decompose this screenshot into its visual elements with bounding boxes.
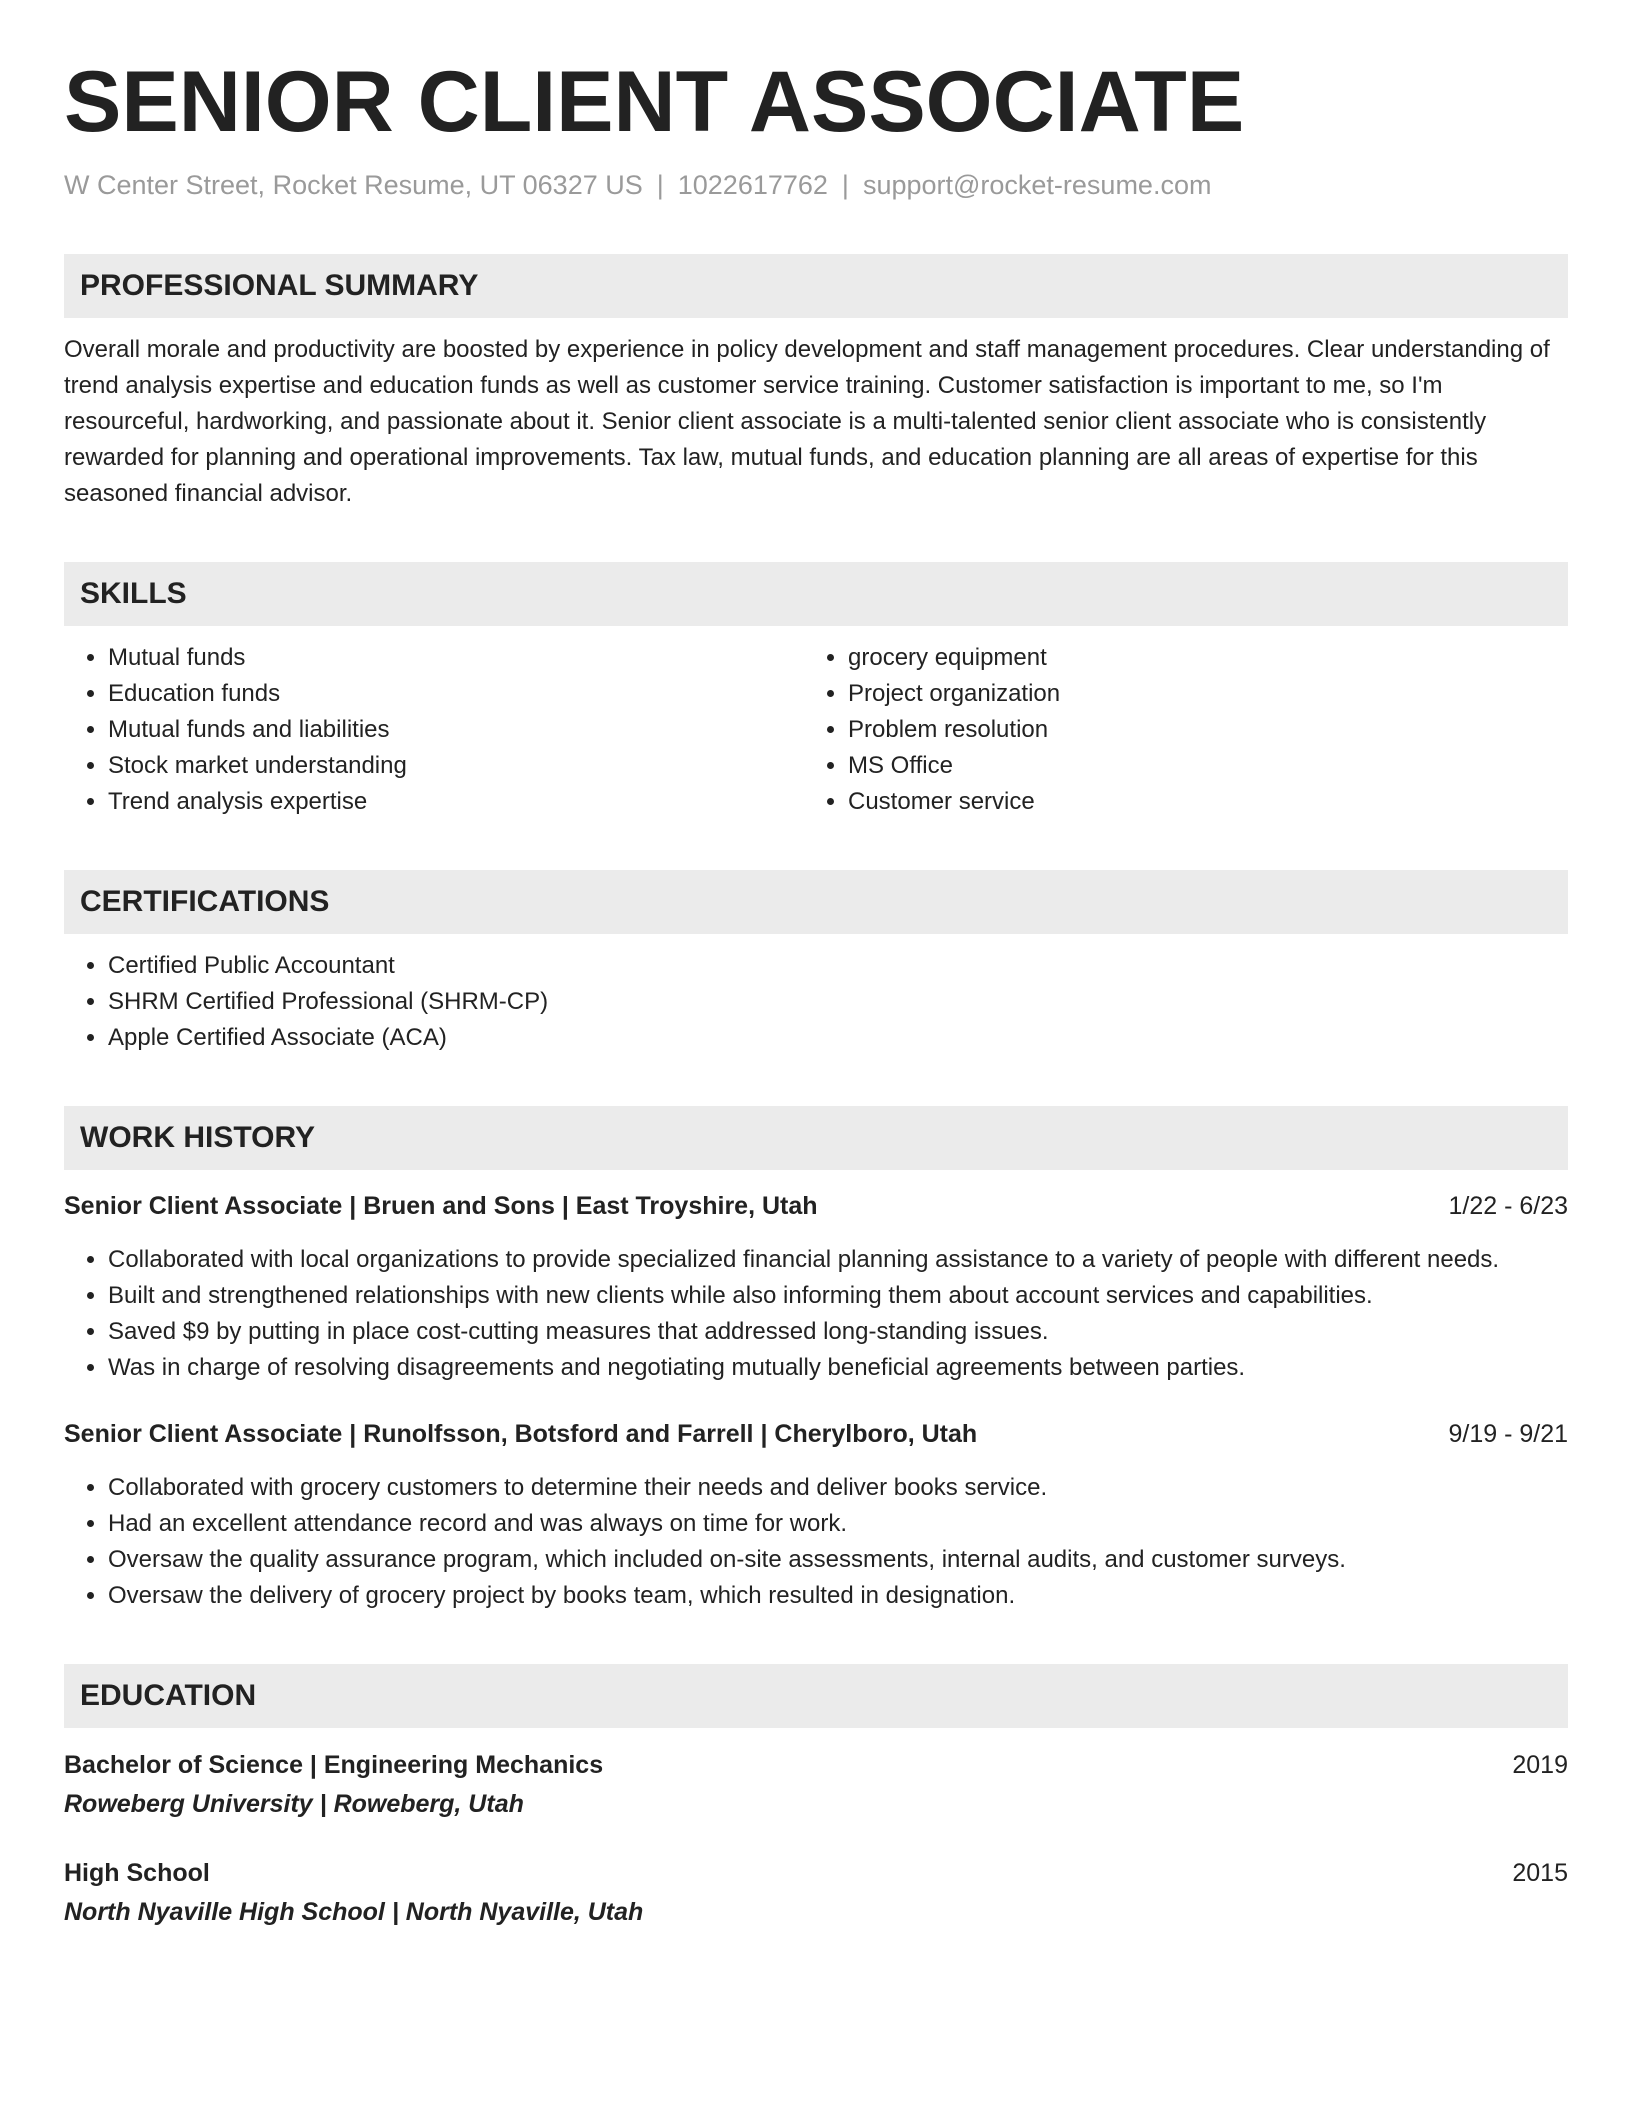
education-degree: Bachelor of Science | Engineering Mechanics bbox=[64, 1751, 604, 1779]
education-degree: High School bbox=[64, 1859, 210, 1887]
skill-item: • Problem resolution bbox=[848, 712, 1544, 748]
skills-column-right bbox=[804, 640, 1544, 820]
skills-columns bbox=[64, 640, 1568, 820]
contact-phone: 1022617762 bbox=[677, 170, 828, 200]
education-school: North Nyaville High School | North Nyaville, Utah bbox=[64, 1898, 644, 1926]
job-bullet: • Built and strengthened relationships with new clients while also informing them about account services and capabilities. bbox=[108, 1278, 1568, 1314]
job-bullet: • Saved $9 by putting in place cost-cutting measures that addressed long-standing issues. bbox=[108, 1314, 1568, 1350]
education-year: 2019 bbox=[1512, 1751, 1568, 1779]
job-bullets bbox=[64, 1470, 1568, 1614]
job-bullets bbox=[64, 1242, 1568, 1386]
job-title: Senior Client Associate | Bruen and Sons | East Troyshire, Utah bbox=[64, 1192, 818, 1220]
section-header-summary: PROFESSIONAL SUMMARY bbox=[64, 254, 1568, 318]
section-header-work-history: WORK HISTORY bbox=[64, 1106, 1568, 1170]
job-bullet: • Collaborated with grocery customers to determine their needs and deliver books service. bbox=[108, 1470, 1568, 1506]
job-heading-row bbox=[64, 1188, 1568, 1224]
job-dates: 1/22 - 6/23 bbox=[1448, 1192, 1568, 1220]
skill-item: • grocery equipment bbox=[848, 640, 1544, 676]
skill-item: • Stock market understanding bbox=[108, 748, 804, 784]
job-bullet: • Had an excellent attendance record and was always on time for work. bbox=[108, 1506, 1568, 1542]
section-header-skills: SKILLS bbox=[64, 562, 1568, 626]
education-school: Roweberg University | Roweberg, Utah bbox=[64, 1790, 524, 1818]
education-entry bbox=[64, 1746, 1568, 1824]
skills-column-left bbox=[64, 640, 804, 820]
certification-item: • SHRM Certified Professional (SHRM-CP) bbox=[108, 984, 1568, 1020]
job-heading-row bbox=[64, 1416, 1568, 1452]
contact-separator: | bbox=[841, 170, 849, 200]
certification-item: • Certified Public Accountant bbox=[108, 948, 1568, 984]
education-heading-row bbox=[64, 1854, 1568, 1892]
skill-item: • Education funds bbox=[108, 676, 804, 712]
summary-text: Overall morale and productivity are boosted by experience in policy development and staff management procedures. Clear understanding of trend analysis expertise and education funds as well as customer service training. Customer satisfaction is important to me, so I'm resourceful, hardworking, and passionate about it. Senior client associate is a multi-talented senior client associate who is consistently rewarded for planning and operational improvements. Tax law, mutual funds, and education planning are all areas of expertise for this seasoned financial advisor. bbox=[64, 336, 1550, 507]
skill-item: • Mutual funds and liabilities bbox=[108, 712, 804, 748]
skill-item: • Mutual funds bbox=[108, 640, 804, 676]
contact-line bbox=[64, 168, 1568, 202]
skill-item: • Customer service bbox=[848, 784, 1544, 820]
skill-item: • MS Office bbox=[848, 748, 1544, 784]
resume-name-title: SENIOR CLIENT ASSOCIATE bbox=[64, 54, 1245, 150]
skill-item: • Project organization bbox=[848, 676, 1544, 712]
job-title: Senior Client Associate | Runolfsson, Botsford and Farrell | Cherylboro, Utah bbox=[64, 1420, 978, 1448]
education-heading-row bbox=[64, 1746, 1568, 1784]
job-bullet: • Collaborated with local organizations to provide specialized financial planning assistance to a variety of people with different needs. bbox=[108, 1242, 1568, 1278]
certification-item: • Apple Certified Associate (ACA) bbox=[108, 1020, 1568, 1056]
job-bullet: • Oversaw the quality assurance program, which included on-site assessments, internal audits, and customer surveys. bbox=[108, 1542, 1568, 1578]
skill-item: • Trend analysis expertise bbox=[108, 784, 804, 820]
job-entry bbox=[64, 1416, 1568, 1614]
education-year: 2015 bbox=[1512, 1859, 1568, 1887]
section-header-certifications: CERTIFICATIONS bbox=[64, 870, 1568, 934]
job-bullet: • Oversaw the delivery of grocery project by books team, which resulted in designation. bbox=[108, 1578, 1568, 1614]
job-dates: 9/19 - 9/21 bbox=[1448, 1420, 1568, 1448]
contact-separator: | bbox=[656, 170, 664, 200]
job-bullet: • Was in charge of resolving disagreements and negotiating mutually beneficial agreements between parties. bbox=[108, 1350, 1568, 1386]
section-header-education: EDUCATION bbox=[64, 1664, 1568, 1728]
education-entry bbox=[64, 1854, 1568, 1932]
certifications-list bbox=[64, 948, 1568, 1056]
contact-email: support@rocket-resume.com bbox=[862, 170, 1212, 200]
job-entry bbox=[64, 1188, 1568, 1386]
contact-address: W Center Street, Rocket Resume, UT 06327 US bbox=[64, 170, 643, 200]
